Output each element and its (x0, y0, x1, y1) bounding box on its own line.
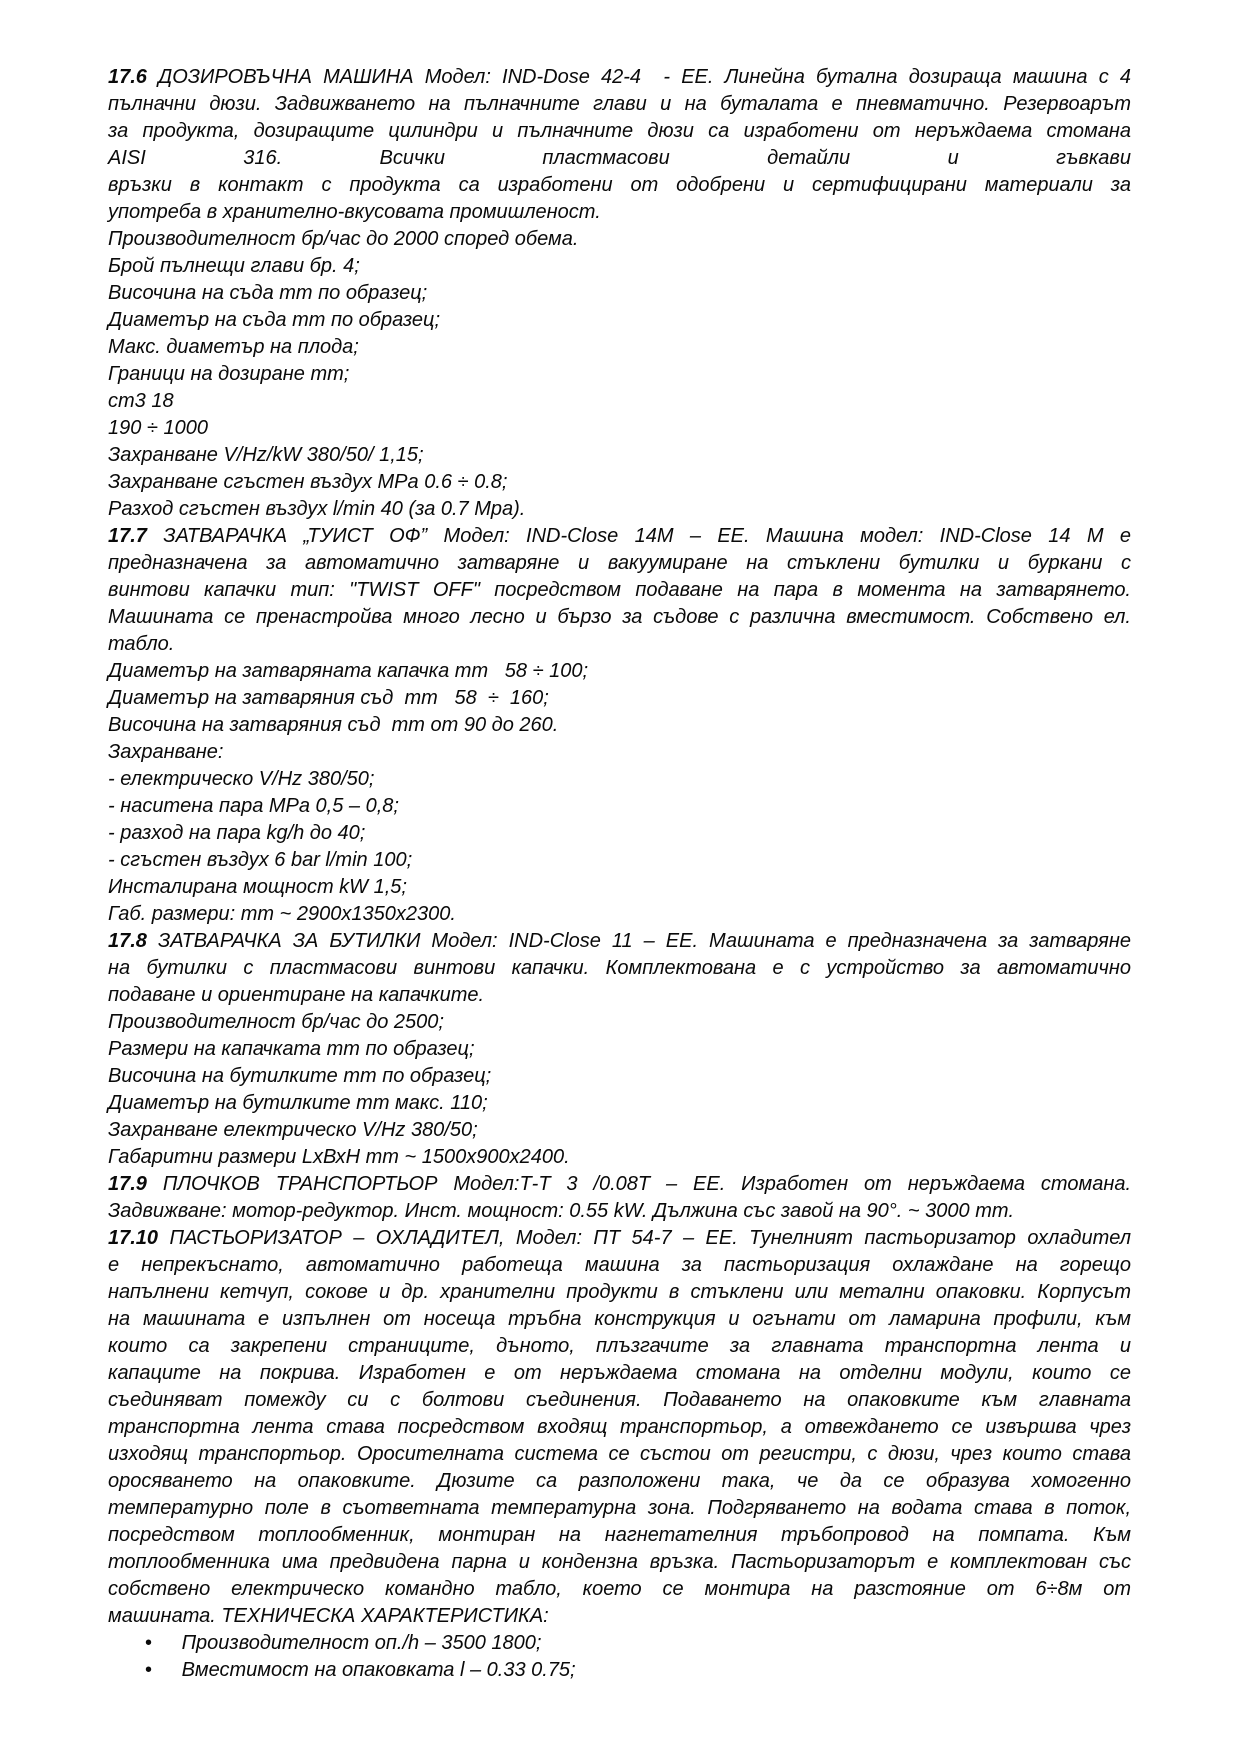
text-line (108, 469, 1131, 496)
text-line (108, 1630, 1131, 1657)
text-line (108, 91, 1131, 118)
text-line (108, 307, 1131, 334)
text-line (108, 793, 1131, 820)
section-number: 17.9 (108, 1173, 147, 1195)
line-text: Габаритни размери LхВхН mm ~ 1500х900х2400. (108, 1146, 570, 1168)
line-text: ПЛОЧКОВ ТРАНСПОРТЬОР Модел:Т-Т 3 /0.08Т – ЕЕ. Изработен от неръждаема стомана. (162, 1173, 1131, 1195)
text-line (108, 820, 1131, 847)
text-line (108, 1468, 1131, 1495)
text-line (108, 1576, 1131, 1603)
line-text: подаване и ориентиране на капачките. (108, 984, 485, 1006)
text-line (108, 955, 1131, 982)
text-line (108, 1549, 1131, 1576)
text-line (108, 982, 1131, 1009)
text-line (108, 1603, 1131, 1630)
line-text: - сгъстен въздух 6 bar l/min 100; (108, 849, 413, 871)
line-text: AISI 316. Всички пластмасови детайли и гъвкави (108, 147, 1131, 169)
section-number: 17.6 (108, 66, 147, 88)
line-text: връзки в контакт с продукта са изработени от одобрени и сертифицирани материали за (108, 174, 1131, 196)
line-text: изходящ транспортьор. Оросителната система се състои от регистри, с дюзи, чрез които става (108, 1443, 1131, 1465)
line-text: 190 ÷ 1000 (108, 417, 208, 439)
text-line (108, 1495, 1131, 1522)
text-line (108, 604, 1131, 631)
line-text: машината. ТЕХНИЧЕСКА ХАРАКТЕРИСТИКА: (108, 1605, 549, 1627)
line-text: Височина на бутилките mm по образец; (108, 1065, 492, 1087)
line-text: оросяването на опаковките. Дюзите са разположени така, че да се образува хомогенно (108, 1470, 1131, 1492)
text-line (108, 685, 1131, 712)
line-text: Брой пълнещи глави бр. 4; (108, 255, 360, 277)
text-line (108, 1225, 1131, 1252)
text-line (108, 1171, 1131, 1198)
text-line (108, 1279, 1131, 1306)
text-line (108, 658, 1131, 685)
line-text: ЗАТВАРАЧКА „ТУИСТ ОФ” Модел: IND-Close 14M – ЕЕ. Машина модел: IND-Close 14 М е (163, 525, 1131, 547)
line-text: съединяват помежду си с болтови съединения. Подаването на опаковките към главната (108, 1389, 1131, 1411)
line-text: Диаметър на затваряната капачка mm 58 ÷ 100; (108, 660, 589, 682)
text-line (108, 712, 1131, 739)
text-line (108, 1441, 1131, 1468)
text-line (108, 1522, 1131, 1549)
text-line (108, 388, 1131, 415)
line-text: ПАСТЬОРИЗАТОР – ОХЛАДИТЕЛ, Модел: ПТ 54-7 – ЕЕ. Тунелният пастьоризатор охладител (169, 1227, 1131, 1249)
text-line (108, 361, 1131, 388)
text-line (108, 550, 1131, 577)
section-number: 17.8 (108, 930, 147, 952)
text-line (108, 1306, 1131, 1333)
line-text: транспортна лента става посредством входящ транспортьор, а отвеждането се извършва чрез (108, 1416, 1131, 1438)
text-line (108, 739, 1131, 766)
text-line (108, 1117, 1131, 1144)
line-text: Захранване V/Hz/kW 380/50/ 1,15; (108, 444, 424, 466)
text-line (108, 145, 1131, 172)
line-text: е непрекъснато, автоматично работеща машина за пастьоризация охлаждане на горещо (108, 1254, 1131, 1276)
line-text: Захранване електрическо V/Hz 380/50; (108, 1119, 478, 1141)
text-line (108, 523, 1131, 550)
line-text: за продукта, дозиращите цилиндри и пълначните дюзи са изработени от неръждаема стомана (108, 120, 1131, 142)
line-text: напълнени кетчуп, сокове и др. хранителни продукти в стъклени или метални опаковки. Корпусът (108, 1281, 1131, 1303)
text-line (108, 496, 1131, 523)
text-line (108, 901, 1131, 928)
line-text: на бутилки с пластмасови винтови капачки. Комплектована е с устройство за автоматично (108, 957, 1131, 979)
line-text: - разход на пара kg/h до 40; (108, 822, 366, 844)
line-text: капаците на покрива. Изработен е от неръждаема стомана на отделни модули, които се (108, 1362, 1131, 1384)
line-text: предназначена за автоматично затваряне и вакуумиране на стъклени бутилки и буркани с (108, 552, 1131, 574)
line-text: Макс. диаметър на плода; (108, 336, 359, 358)
line-text: Захранване сгъстен въздух MPa 0.6 ÷ 0.8; (108, 471, 508, 493)
line-text: Диаметър на затваряния съд mm 58 ÷ 160; (108, 687, 549, 709)
line-text: Вместимост на опаковката l – 0.33 0.75; (181, 1659, 576, 1681)
text-line (108, 928, 1131, 955)
text-line (108, 1360, 1131, 1387)
bullet-icon: • (145, 1632, 153, 1654)
text-line (108, 631, 1131, 658)
text-line (108, 280, 1131, 307)
text-line (108, 1414, 1131, 1441)
text-line (108, 766, 1131, 793)
text-line (108, 1387, 1131, 1414)
line-text: Диаметър на бутилките mm макс. 110; (108, 1092, 488, 1114)
line-text: на машината е изпълнен от носеща тръбна конструкция и огънати от ламарина профили, към (108, 1308, 1131, 1330)
text-line (108, 1198, 1131, 1225)
line-text: винтови капачки тип: "TWIST OFF" посредством подаване на пара в момента на затварянето. (108, 579, 1131, 601)
text-line (108, 334, 1131, 361)
line-text: ЗАТВАРАЧКА ЗА БУТИЛКИ Модел: IND-Close 11 – ЕЕ. Машината е предназначена за затваряне (157, 930, 1131, 952)
line-text: Производителност бр/час до 2000 според обема. (108, 228, 579, 250)
line-text: топлообменника има предвидена парна и кондензна връзка. Пастьоризаторът е комплектован със (108, 1551, 1131, 1573)
line-text: ст3 18 (108, 390, 174, 412)
line-text: Инсталирана мощност kW 1,5; (108, 876, 407, 898)
text-line (108, 1657, 1131, 1684)
line-text: собствено електрическо командно табло, което се монтира на разстояние от 6÷8м от (108, 1578, 1131, 1600)
line-text: Захранване: (108, 741, 224, 763)
text-line (108, 442, 1131, 469)
text-line (108, 1333, 1131, 1360)
text-line (108, 1252, 1131, 1279)
text-line (108, 1090, 1131, 1117)
text-line (108, 64, 1131, 91)
text-line (108, 172, 1131, 199)
line-text: Разход сгъстен въздух l/min 40 (за 0.7 Mpa). (108, 498, 526, 520)
bullet-icon: • (145, 1659, 153, 1681)
line-text: - наситена пара MPa 0,5 – 0,8; (108, 795, 399, 817)
text-line (108, 847, 1131, 874)
document-body (108, 64, 1131, 1684)
text-line (108, 1144, 1131, 1171)
line-text: - електрическо V/Hz 380/50; (108, 768, 375, 790)
line-text: табло. (108, 633, 175, 655)
line-text: Машината се пренастройва много лесно и бързо за съдове с различна вместимост. Собствено ел. (108, 606, 1131, 628)
line-text: Задвижване: мотор-редуктор. Инст. мощност: 0.55 kW. Дължина със завой на 90°. ~ 3000 mm. (108, 1200, 1015, 1222)
line-text: пълначни дюзи. Задвижването на пълначните глави и на буталата е пневматично. Резервоарът (108, 93, 1131, 115)
line-text: Размери на капачката mm по образец; (108, 1038, 475, 1060)
text-line (108, 226, 1131, 253)
line-text: които са закрепени страниците, дъното, плъзгачите за главната транспортна лента и (108, 1335, 1131, 1357)
text-line (108, 1063, 1131, 1090)
line-text: Височина на затваряния съд mm от 90 до 260. (108, 714, 559, 736)
text-line (108, 577, 1131, 604)
line-text: ДОЗИРОВЪЧНА МАШИНА Модел: IND-Dose 42-4 - ЕЕ. Линейна бутална дозираща машина с 4 (158, 66, 1131, 88)
section-number: 17.10 (108, 1227, 159, 1249)
text-line (108, 1036, 1131, 1063)
text-line (108, 1009, 1131, 1036)
line-text: посредством топлообменник, монтиран на нагнетателния тръбопровод на помпата. Към (108, 1524, 1131, 1546)
line-text: температурно поле в съответната температурна зона. Подгряването на водата става в поток, (108, 1497, 1131, 1519)
line-text: Производителност оп./h – 3500 1800; (181, 1632, 542, 1654)
line-text: употреба в хранително-вкусовата промишленост. (108, 201, 601, 223)
text-line (108, 199, 1131, 226)
text-line (108, 253, 1131, 280)
line-text: Габ. размери: mm ~ 2900х1350х2300. (108, 903, 456, 925)
text-line (108, 118, 1131, 145)
line-text: Диаметър на съда mm по образец; (108, 309, 441, 331)
section-number: 17.7 (108, 525, 147, 547)
line-text: Граници на дозиране mm; (108, 363, 350, 385)
text-line (108, 415, 1131, 442)
line-text: Производителност бр/час до 2500; (108, 1011, 444, 1033)
text-line (108, 874, 1131, 901)
line-text: Височина на съда mm по образец; (108, 282, 428, 304)
